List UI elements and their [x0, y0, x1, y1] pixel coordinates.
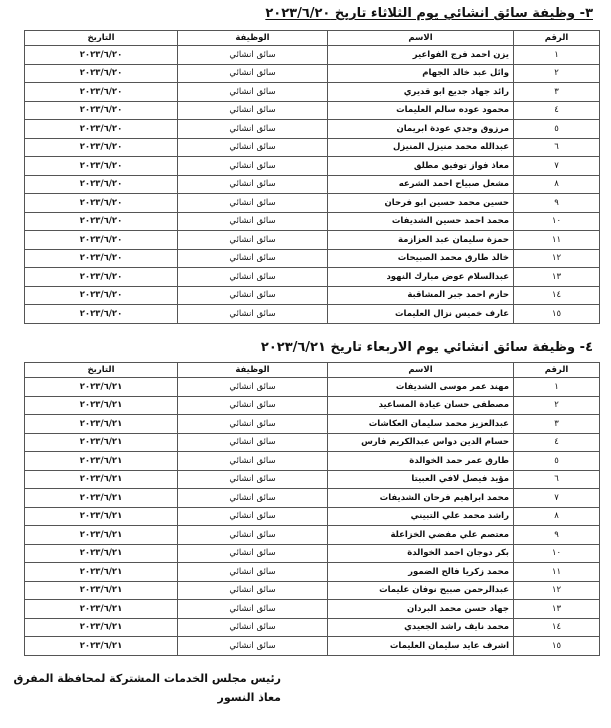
row-job: سائق انشائي: [178, 489, 328, 508]
row-date: ٢٠٢٣/٦/٢٠: [25, 231, 178, 250]
row-date: ٢٠٢٣/٦/٢١: [25, 378, 178, 397]
row-job: سائق انشائي: [178, 120, 328, 139]
row-date: ٢٠٢٣/٦/٢١: [25, 544, 178, 563]
row-date: ٢٠٢٣/٦/٢٠: [25, 120, 178, 139]
row-date: ٢٠٢٣/٦/٢١: [25, 470, 178, 489]
section-1-title: ٣- وظيفة سائق انشائي يوم الثلاثاء تاريخ ٢٠٢٣/٦/٢٠: [265, 6, 593, 21]
row-date: ٢٠٢٣/٦/٢١: [25, 396, 178, 415]
table-row: [25, 637, 600, 656]
row-number: ٦: [514, 138, 600, 157]
row-name: محمد نايف راشد الجعيدي: [328, 618, 514, 637]
header-job: الوظيفة: [178, 31, 328, 46]
row-number: ٧: [514, 489, 600, 508]
table-row: [25, 544, 600, 563]
row-number: ٤: [514, 101, 600, 120]
row-name: محمد ابراهيم فرحان الشديفات: [328, 489, 514, 508]
row-date: ٢٠٢٣/٦/٢٠: [25, 83, 178, 102]
row-date: ٢٠٢٣/٦/٢٠: [25, 305, 178, 324]
table-header-row: [25, 363, 600, 378]
row-date: ٢٠٢٣/٦/٢٠: [25, 138, 178, 157]
row-number: ٦: [514, 470, 600, 489]
table-row: [25, 452, 600, 471]
row-date: ٢٠٢٣/٦/٢١: [25, 489, 178, 508]
row-date: ٢٠٢٣/٦/٢٠: [25, 249, 178, 268]
table-row: [25, 286, 600, 305]
row-job: سائق انشائي: [178, 433, 328, 452]
row-name: عبدالسلام عوض مبارك النهود: [328, 268, 514, 287]
row-name: مرزوق وجدي عودة ابريمان: [328, 120, 514, 139]
table-row: [25, 378, 600, 397]
header-num: الرقم: [514, 363, 600, 378]
row-job: سائق انشائي: [178, 64, 328, 83]
row-name: مؤيد فيصل لافي العبيتا: [328, 470, 514, 489]
row-number: ١: [514, 46, 600, 65]
header-date: التاريخ: [25, 31, 178, 46]
row-name: عارف خميس نزال العليمات: [328, 305, 514, 324]
row-job: سائق انشائي: [178, 618, 328, 637]
row-number: ١٢: [514, 581, 600, 600]
row-date: ٢٠٢٣/٦/٢٠: [25, 157, 178, 176]
row-number: ٩: [514, 194, 600, 213]
row-number: ١: [514, 378, 600, 397]
row-date: ٢٠٢٣/٦/٢٠: [25, 46, 178, 65]
row-job: سائق انشائي: [178, 600, 328, 619]
row-number: ٥: [514, 120, 600, 139]
row-name: عبدالله محمد منيزل المنيزل: [328, 138, 514, 157]
table-row: [25, 175, 600, 194]
row-job: سائق انشائي: [178, 470, 328, 489]
section-1-table: [24, 30, 600, 324]
row-job: سائق انشائي: [178, 249, 328, 268]
table-row: [25, 157, 600, 176]
row-job: سائق انشائي: [178, 268, 328, 287]
row-job: سائق انشائي: [178, 212, 328, 231]
row-name: حازم احمد جبر المشاقبة: [328, 286, 514, 305]
row-job: سائق انشائي: [178, 378, 328, 397]
row-job: سائق انشائي: [178, 83, 328, 102]
row-date: ٢٠٢٣/٦/٢٠: [25, 268, 178, 287]
row-date: ٢٠٢٣/٦/٢٠: [25, 194, 178, 213]
table-row: [25, 101, 600, 120]
row-job: سائق انشائي: [178, 305, 328, 324]
row-job: سائق انشائي: [178, 563, 328, 582]
table-row: [25, 249, 600, 268]
row-date: ٢٠٢٣/٦/٢٠: [25, 286, 178, 305]
row-date: ٢٠٢٣/٦/٢١: [25, 526, 178, 545]
row-number: ١١: [514, 563, 600, 582]
row-job: سائق انشائي: [178, 231, 328, 250]
table-row: [25, 618, 600, 637]
table-row: [25, 305, 600, 324]
row-job: سائق انشائي: [178, 194, 328, 213]
table-row: [25, 46, 600, 65]
row-name: معتصم علي مفضي الخزاعلة: [328, 526, 514, 545]
row-date: ٢٠٢٣/٦/٢١: [25, 618, 178, 637]
table-row: [25, 194, 600, 213]
row-name: محمد زكريا فالح الضمور: [328, 563, 514, 582]
table-row: [25, 507, 600, 526]
table-row: [25, 83, 600, 102]
row-date: ٢٠٢٣/٦/٢١: [25, 600, 178, 619]
row-date: ٢٠٢٣/٦/٢٠: [25, 64, 178, 83]
row-number: ١٤: [514, 286, 600, 305]
row-job: سائق انشائي: [178, 581, 328, 600]
table-row: [25, 396, 600, 415]
signature-title: رئيس مجلس الخدمات المشتركة لمحافظة المفرق: [13, 672, 281, 685]
row-job: سائق انشائي: [178, 101, 328, 120]
signature-name: معاذ النسور: [217, 691, 281, 704]
table-row: [25, 470, 600, 489]
row-number: ١٥: [514, 305, 600, 324]
table-row: [25, 433, 600, 452]
row-number: ٧: [514, 157, 600, 176]
row-name: مصطفى حسان عيادة المساعيد: [328, 396, 514, 415]
table-row: [25, 489, 600, 508]
header-job: الوظيفة: [178, 363, 328, 378]
row-name: معاذ فواز توفيق مطلق: [328, 157, 514, 176]
row-name: حسام الدين دواس عبدالكريم فارس: [328, 433, 514, 452]
header-num: الرقم: [514, 31, 600, 46]
row-date: ٢٠٢٣/٦/٢٠: [25, 212, 178, 231]
row-job: سائق انشائي: [178, 415, 328, 434]
row-date: ٢٠٢٣/٦/٢١: [25, 415, 178, 434]
row-name: محمد احمد حسين الشديفات: [328, 212, 514, 231]
row-date: ٢٠٢٣/٦/٢١: [25, 433, 178, 452]
row-job: سائق انشائي: [178, 175, 328, 194]
row-job: سائق انشائي: [178, 637, 328, 656]
row-number: ٥: [514, 452, 600, 471]
row-name: حسين محمد حسين ابو فرحان: [328, 194, 514, 213]
header-date: التاريخ: [25, 363, 178, 378]
table-row: [25, 212, 600, 231]
section-2-title: ٤- وظيفة سائق انشائي يوم الاربعاء تاريخ ٢٠٢٣/٦/٢١: [260, 340, 593, 355]
row-number: ٢: [514, 64, 600, 83]
row-name: اشرف عايد سليمان العليمات: [328, 637, 514, 656]
table-row: [25, 600, 600, 619]
row-name: بكر دوجان احمد الخوالدة: [328, 544, 514, 563]
row-date: ٢٠٢٣/٦/٢١: [25, 507, 178, 526]
row-job: سائق انشائي: [178, 157, 328, 176]
row-name: مشعل صبياح احمد الشرعه: [328, 175, 514, 194]
row-number: ٨: [514, 175, 600, 194]
row-job: سائق انشائي: [178, 46, 328, 65]
row-name: راشد محمد علي التبيني: [328, 507, 514, 526]
row-number: ٣: [514, 415, 600, 434]
row-name: مهند عمر موسى الشديفات: [328, 378, 514, 397]
header-name: الاسم: [328, 31, 514, 46]
table-row: [25, 526, 600, 545]
row-number: ١٤: [514, 618, 600, 637]
row-number: ١٥: [514, 637, 600, 656]
row-number: ١١: [514, 231, 600, 250]
row-number: ١٣: [514, 268, 600, 287]
row-number: ١٠: [514, 212, 600, 231]
row-job: سائق انشائي: [178, 138, 328, 157]
table-row: [25, 581, 600, 600]
table-header-row: [25, 31, 600, 46]
row-date: ٢٠٢٣/٦/٢١: [25, 563, 178, 582]
row-number: ١٠: [514, 544, 600, 563]
row-number: ٨: [514, 507, 600, 526]
table-row: [25, 138, 600, 157]
row-name: محمود عوده سالم العليمات: [328, 101, 514, 120]
row-job: سائق انشائي: [178, 396, 328, 415]
row-number: ٢: [514, 396, 600, 415]
section-2-table: [24, 362, 600, 656]
row-name: رائد جهاد جديع ابو قديري: [328, 83, 514, 102]
row-job: سائق انشائي: [178, 544, 328, 563]
row-job: سائق انشائي: [178, 507, 328, 526]
row-date: ٢٠٢٣/٦/٢١: [25, 581, 178, 600]
table-row: [25, 415, 600, 434]
row-number: ١٢: [514, 249, 600, 268]
row-number: ٣: [514, 83, 600, 102]
table-row: [25, 231, 600, 250]
row-date: ٢٠٢٣/٦/٢٠: [25, 101, 178, 120]
table-row: [25, 563, 600, 582]
row-date: ٢٠٢٣/٦/٢١: [25, 637, 178, 656]
row-date: ٢٠٢٣/٦/٢٠: [25, 175, 178, 194]
row-job: سائق انشائي: [178, 452, 328, 471]
row-job: سائق انشائي: [178, 526, 328, 545]
table-row: [25, 64, 600, 83]
row-number: ٩: [514, 526, 600, 545]
row-job: سائق انشائي: [178, 286, 328, 305]
row-name: وائل عبد خالد الجهام: [328, 64, 514, 83]
row-number: ١٣: [514, 600, 600, 619]
row-name: جهاد حسن محمد البردان: [328, 600, 514, 619]
header-name: الاسم: [328, 363, 514, 378]
row-date: ٢٠٢٣/٦/٢١: [25, 452, 178, 471]
row-name: يزن احمد فرج الفواعير: [328, 46, 514, 65]
row-name: طارق عمر حمد الخوالدة: [328, 452, 514, 471]
table-row: [25, 120, 600, 139]
row-name: خالد طارق محمد الصبيحات: [328, 249, 514, 268]
row-number: ٤: [514, 433, 600, 452]
row-name: حمزة سليمان عبد العزازمة: [328, 231, 514, 250]
table-row: [25, 268, 600, 287]
row-name: عبدالرحمن صبيح نوفان عليمات: [328, 581, 514, 600]
row-name: عبدالعزيز محمد سليمان العكاشات: [328, 415, 514, 434]
